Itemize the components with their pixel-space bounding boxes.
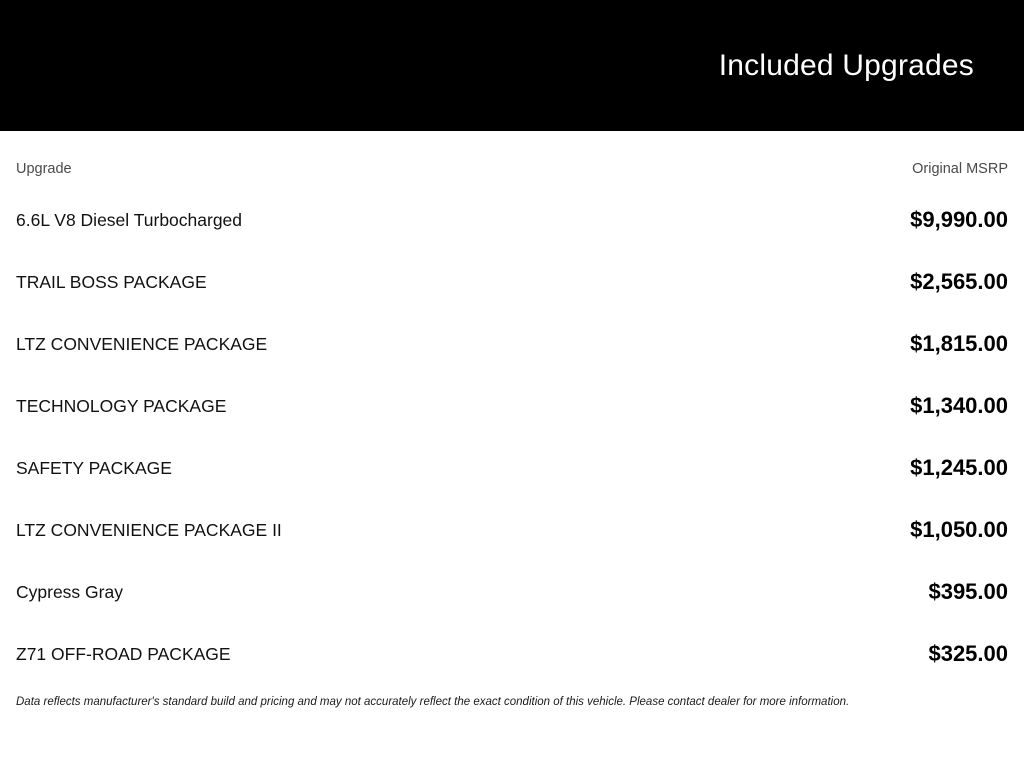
upgrade-name: LTZ CONVENIENCE PACKAGE bbox=[16, 333, 268, 354]
table-row bbox=[16, 313, 1008, 375]
table-row bbox=[16, 437, 1008, 499]
upgrade-price: $325.00 bbox=[928, 641, 1008, 666]
upgrade-price: $1,245.00 bbox=[910, 455, 1008, 480]
upgrades-table bbox=[16, 131, 1008, 685]
table-body bbox=[16, 189, 1008, 685]
upgrade-name: LTZ CONVENIENCE PACKAGE II bbox=[16, 519, 282, 540]
upgrade-price: $1,050.00 bbox=[910, 517, 1008, 542]
upgrade-price: $9,990.00 bbox=[910, 207, 1008, 232]
upgrade-price: $2,565.00 bbox=[910, 269, 1008, 294]
page-header bbox=[0, 0, 1024, 131]
upgrade-name: 6.6L V8 Diesel Turbocharged bbox=[16, 209, 243, 230]
content-area bbox=[0, 131, 1024, 768]
upgrade-name: TRAIL BOSS PACKAGE bbox=[16, 271, 207, 292]
disclaimer-text: Data reflects manufacturer's standard build and pricing and may not accurately reflect the exact condition of this vehicle. Please contact dealer for more information. bbox=[16, 696, 850, 708]
table-row bbox=[16, 561, 1008, 623]
table-row bbox=[16, 375, 1008, 437]
upgrade-name: Z71 OFF-ROAD PACKAGE bbox=[16, 643, 231, 664]
upgrade-price: $1,815.00 bbox=[910, 331, 1008, 356]
table-header-row bbox=[16, 131, 1008, 189]
table-row bbox=[16, 499, 1008, 561]
bottom-spacer bbox=[16, 710, 1008, 768]
column-header-upgrade: Upgrade bbox=[16, 161, 72, 177]
table-row bbox=[16, 251, 1008, 313]
column-header-msrp: Original MSRP bbox=[912, 161, 1008, 177]
upgrade-price: $1,340.00 bbox=[910, 393, 1008, 418]
table-row bbox=[16, 623, 1008, 685]
table-row bbox=[16, 189, 1008, 251]
upgrade-name: SAFETY PACKAGE bbox=[16, 457, 172, 478]
upgrade-name: TECHNOLOGY PACKAGE bbox=[16, 395, 227, 416]
upgrade-price: $395.00 bbox=[928, 579, 1008, 604]
table-head bbox=[16, 131, 1008, 189]
upgrade-name: Cypress Gray bbox=[16, 581, 123, 602]
page-title: Included Upgrades bbox=[718, 48, 974, 82]
